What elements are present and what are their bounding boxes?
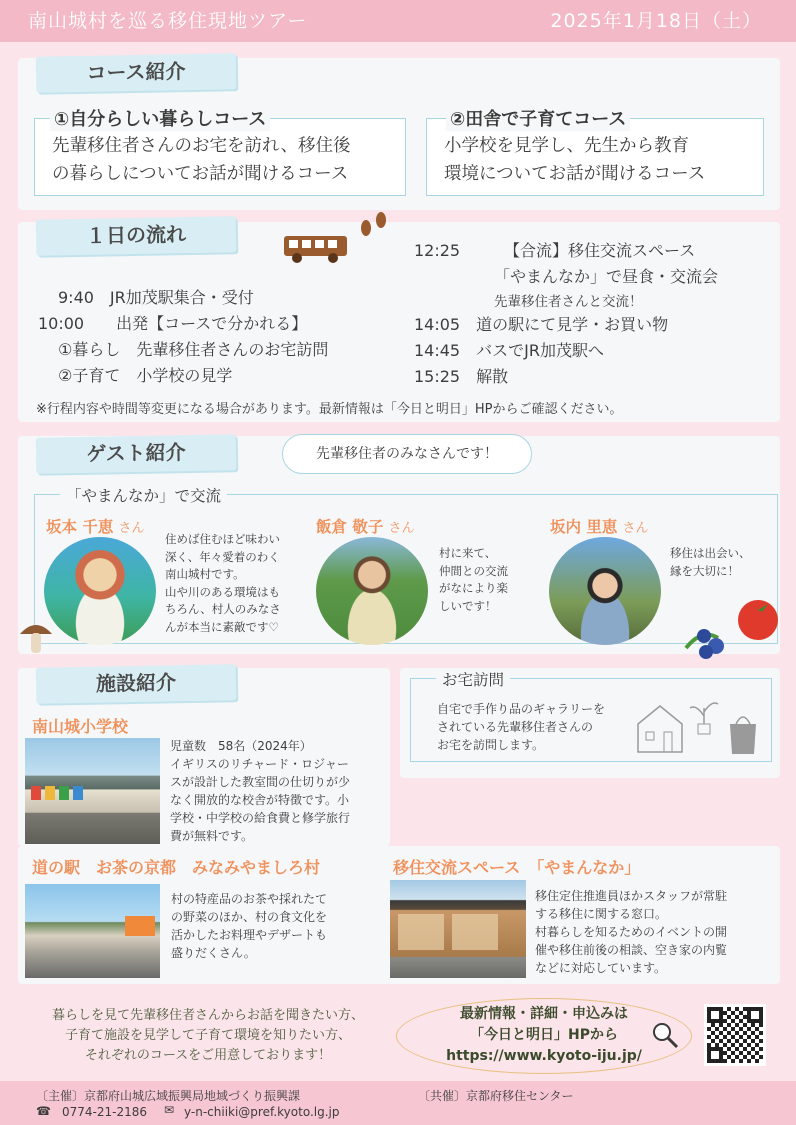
yamannaka-text: 移住定住推進員ほかスタッフが常駐 する移住に関する窓口。 村暮らしを知るためのイベントの開 催や移住前後の相談、空き家の内覧 などに対応しています。 [535, 889, 728, 975]
flow-section-label: １日の流れ [36, 216, 237, 255]
course-2-line2: 環境についてお話が聞けるコース [444, 164, 706, 184]
guest-2-photo [316, 537, 428, 645]
guest-1-photo [44, 537, 156, 645]
home-visit-title: お宅訪問 [436, 668, 510, 690]
guest-speech-bubble: 先輩移住者のみなさんです！ [282, 434, 532, 474]
guest-group-title: 「やまんなか」で交流 [60, 484, 227, 506]
flow-left-1: 9:40 JR加茂駅集合・受付 [58, 288, 254, 307]
flow-r1-a: 【合流】移住交流スペース [504, 241, 696, 260]
course-2-title: ②田舎で子育てコース [446, 105, 630, 131]
guest-1-name: 坂本 千恵 さん [46, 518, 145, 536]
tomato-blueberry-icon [682, 598, 782, 664]
course-1-title: ①自分らしい暮らしコース [50, 105, 270, 131]
guest-1-text: 住めば住むほど味わい 深く、年々愛着のわく 南山城村です。 山や川のある環境はも ちろん、村人のみなさ んが本当に素敵です♡ [165, 532, 281, 634]
guest-2-text: 村に来て、 仲間との交流 がなにより楽 しいです！ [439, 546, 508, 613]
school-photo [25, 738, 160, 844]
flow-r4: 15:25 解散 [414, 367, 509, 386]
yamannaka-photo [390, 880, 526, 978]
flow-left-4: ②子育て 小学校の見学 [58, 366, 233, 385]
course-section-label: コース紹介 [36, 53, 237, 92]
mushroom-icon [18, 616, 54, 656]
flow-r1-c: 先輩移住者さんと交流！ [494, 294, 643, 310]
michi-title: 道の駅 お茶の京都 みなみやましろ村 [32, 858, 321, 877]
flow-r1-b: 「やまんなか」で昼食・交流会 [494, 267, 719, 286]
flow-left-2: 10:00 出発【コースで分かれる】 [38, 314, 308, 333]
flow-note: ※行程内容や時間等変更になる場合があります。最新情報は「今日と明日」HPからご確認ください。 [36, 402, 623, 417]
header-bar [0, 0, 796, 42]
guest-3-photo [549, 537, 661, 645]
yamannaka-title: 移住交流スペース 「やまんなか」 [393, 858, 641, 877]
michi-photo [25, 884, 160, 978]
michi-text: 村の特産品のお茶や採れたて の野菜のほか、村の食文化を 活かしたお料理やデザートも 盛りだくさん。 [171, 892, 328, 960]
flow-time-1225: 12:25 [414, 241, 461, 260]
school-text: 児童数 58名（2024年） イギリスのリチャード・ロジャー スが設計した教室間の仕切りが少 なく開放的な校舎が特徴です。小 学校・中学校の給食費と修学旅行 費が無料です。 [170, 739, 351, 843]
footer-host: 〔主催〕京都府山城広域振興局地域づくり振興課 [36, 1089, 301, 1103]
mail-icon: ✉ [164, 1103, 175, 1117]
info-text: 最新情報・詳細・申込みは 「今日と明日」HPから https://www.kyoto-iju.jp/ [410, 1004, 678, 1067]
event-date: 2025年1月18日（土） [550, 10, 762, 32]
guest-2-name: 飯倉 敬子 さん [316, 518, 415, 536]
guest-3-text: 移住は出会い、 縁を大切に！ [670, 546, 751, 578]
bus-icon [283, 234, 349, 264]
house-plant-bag-icon [634, 694, 760, 758]
flow-left-3: ①暮らし 先輩移住者さんのお宅訪問 [58, 340, 329, 359]
footer-mail[interactable]: y-n-chiiki@pref.kyoto.lg.jp [184, 1105, 340, 1119]
school-title: 南山城小学校 [32, 717, 129, 736]
footer-cohost: 〔共催〕京都府移住センター [418, 1089, 574, 1103]
flow-r2: 14:05 道の駅にて見学・お買い物 [414, 315, 669, 334]
bottom-message: 暮らしを見て先輩移住者さんからお話を聞きたい方、 子育て施設を見学して子育て環境を知りたい方、 それぞれのコースをご用意しております！ [51, 1008, 364, 1063]
course-1-line2: の暮らしについてお話が聞けるコース [52, 164, 349, 184]
home-visit-text: 自宅で手作り品のギャラリーを されている先輩移住者さんの お宅を訪問します。 [437, 702, 606, 752]
guest-section-label: ゲスト紹介 [36, 434, 237, 473]
page-title: 南山城村を巡る移住現地ツアー [28, 10, 308, 32]
flow-r3: 14:45 バスでJR加茂駅へ [414, 341, 604, 360]
website-link[interactable]: https://www.kyoto-iju.jp/ [446, 1048, 642, 1064]
course-1-line1: 先輩移住者さんのお宅を訪れ、移住後 [52, 136, 351, 156]
phone-icon: ☎ [36, 1104, 51, 1118]
footer [0, 1081, 796, 1125]
facility-section-label: 施設紹介 [36, 664, 237, 703]
course-2-line1: 小学校を見学し、先生から教育 [444, 136, 689, 156]
footprints-icon [357, 210, 391, 240]
qr-code[interactable] [704, 1004, 766, 1066]
footer-tel: 0774-21-2186 [62, 1105, 148, 1119]
magnifier-icon [650, 1020, 680, 1050]
guest-3-name: 坂内 里恵 さん [550, 518, 649, 536]
